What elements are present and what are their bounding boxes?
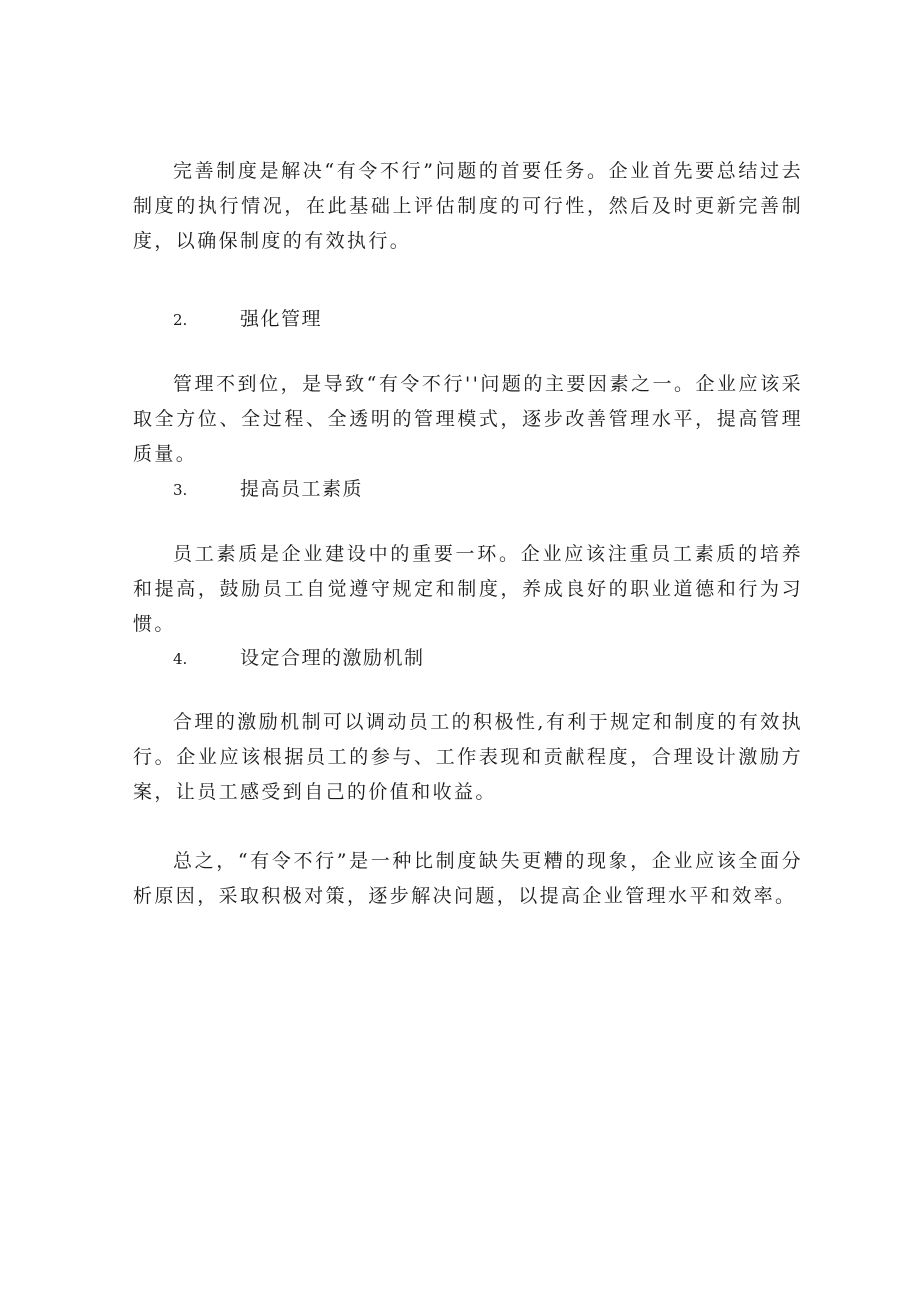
heading-title: 设定合理的激励机制 (240, 647, 425, 669)
paragraph-conclusion: 总之，“有令不行”是一种比制度缺失更糟的现象，企业应该全面分析原因，采取积极对策，逐步解决问题，以提高企业管理水平和效率。 (133, 850, 803, 907)
paragraph-staff-quality: 员工素质是企业建设中的重要一环。企业应该注重员工素质的培养和提高，鼓励员工自觉遵守规定和制度，养成良好的职业道德和行为习惯。 (133, 543, 803, 635)
heading-number: 3. (173, 481, 188, 499)
heading-number: 4. (173, 650, 188, 668)
heading-strengthen-management (173, 307, 322, 332)
heading-incentive-mechanism (173, 646, 425, 671)
heading-title: 强化管理 (240, 308, 323, 330)
heading-improve-staff-quality (173, 477, 363, 502)
heading-number: 2. (173, 311, 188, 329)
paragraph-incentive: 合理的激励机制可以调动员工的积极性,有利于规定和制度的有效执行。企业应该根据员工的参与、工作表现和贡献程度，合理设计激励方案，让员工感受到自己的价值和收益。 (133, 711, 803, 803)
paragraph-complete-system: 完善制度是解决“有令不行”问题的首要任务。企业首先要总结过去制度的执行情况，在此基础上评估制度的可行性，然后及时更新完善制度，以确保制度的有效执行。 (133, 160, 803, 252)
paragraph-management: 管理不到位，是导致“有令不行''问题的主要因素之一。企业应该采取全方位、全过程、全透明的管理模式，逐步改善管理水平，提高管理质量。 (133, 373, 803, 465)
heading-title: 提高员工素质 (240, 478, 364, 500)
